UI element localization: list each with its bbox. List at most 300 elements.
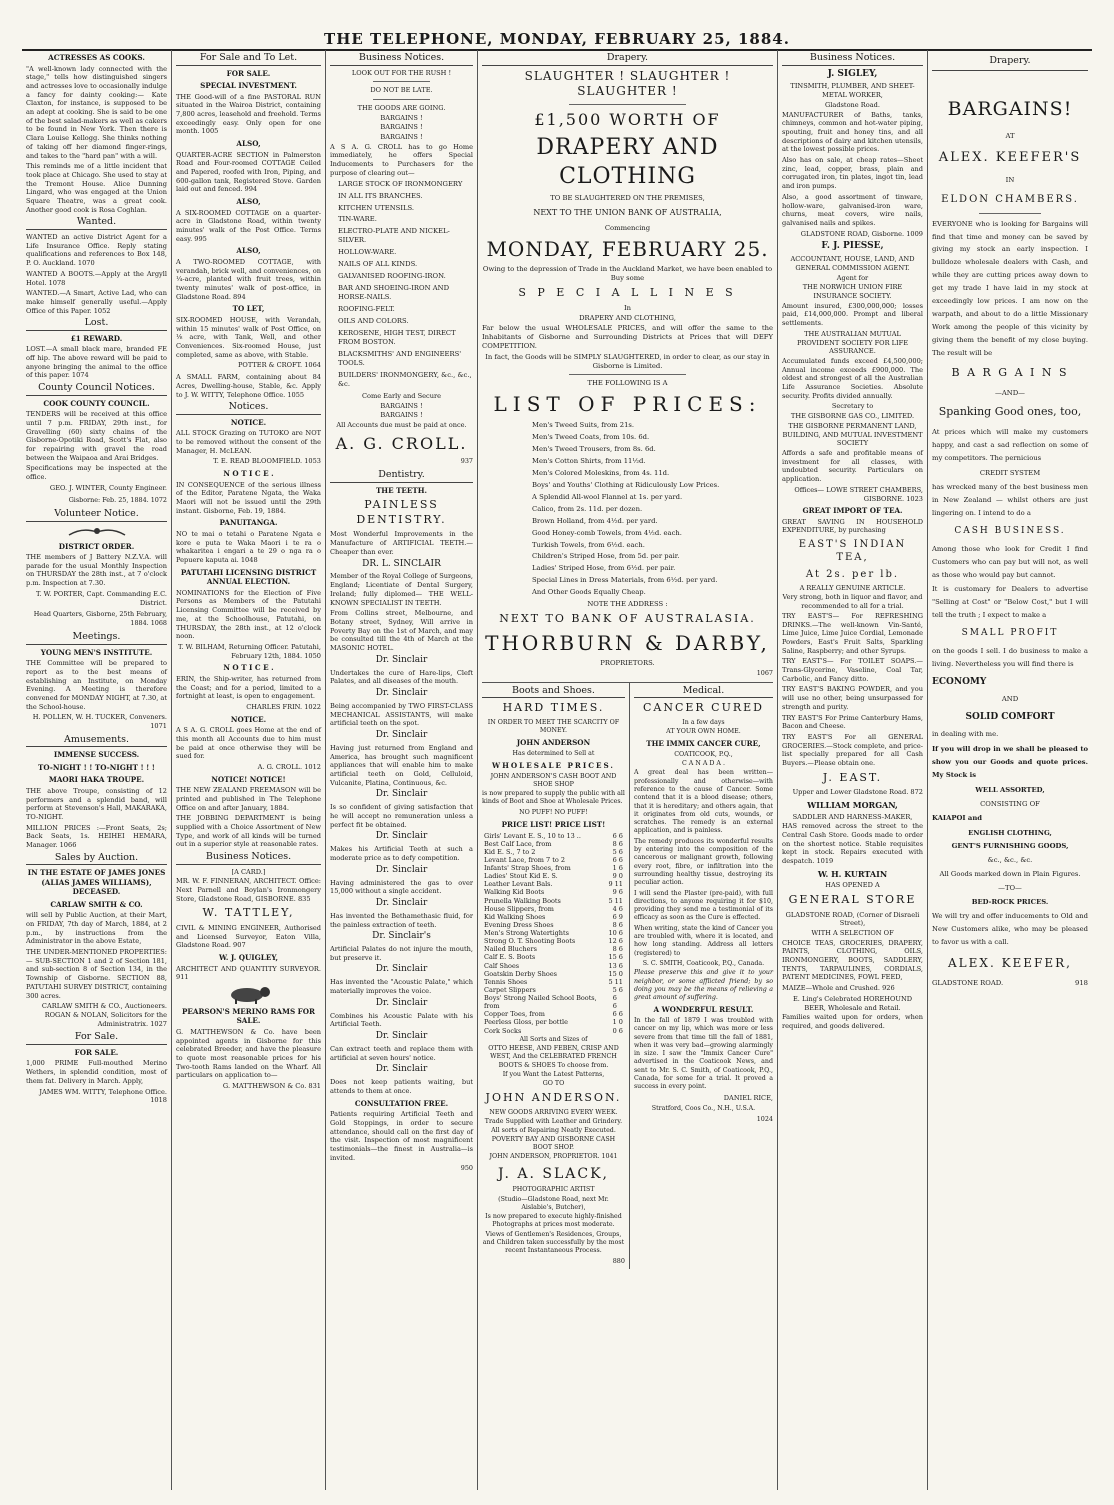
ad-line: OTTO HEESE, AND FEBEN, CRISP AND WEST, And the CELEBRATED FRENCH BOOTS & SHOES To choose from. [488,1045,619,1069]
notice-text: MILLION PRICES :—Front Seats, 2s; Back Seats, 1s. HEIHEI HEMARA, Manager. 1066 [26,823,167,850]
ad-number: 880 [612,1256,625,1265]
ad-headline: DRAPERY AND CLOTHING [536,135,719,190]
crest-icon [67,525,127,539]
ad-line: Commencing [604,223,651,232]
notice-text: THE JOBBING DEPARTMENT is being supplied with a Choice Assortment of New Type, and work of all kinds will be turned out in a superior style at reasonable rates. [176,814,321,849]
ad-headline: SMALL PROFIT [961,628,1059,639]
notice-text: THE above Troupe, consisting of 12 performers and a splendid band, will perform at Stevenson's Hall, MAKARAKA, TO-NIGHT. [26,786,167,821]
ad-headline: CARLAW SMITH & CO. [50,899,143,909]
item-price: 15 6 [608,953,623,962]
ad-headline: THE IMMIX CANCER CURE, [646,739,761,749]
ad-text: TRY EAST'S— For REFRESHING DRINKS.—The well-known Vin-Santé, Lime Juice, Lime Juice Cordial, Lemonade Powders, East's Fruit Salts, Sparkling Saline, Raspberry; and other Syrups. [782,611,923,655]
item-price: 6 6 [612,855,623,864]
ad-headline: ALSO, [236,246,261,256]
ad-headline: ALSO, [236,139,261,149]
list-item: BAR AND SHOEING-IRON AND HORSE-NAILS. [338,284,450,302]
ad-text: Patients requiring Artificial Teeth and Gold Stoppings, in order to secure attendance, should call on the first day of the visit. Inspection of most magnificent testimonials—the finest in Australia—is invited. [330,1110,473,1162]
ad-line: AT YOUR OWN HOME. [666,728,741,735]
signature: GEO. J. WINTER, County Engineer. [49,483,167,492]
item-price: 8 6 [612,839,623,848]
ad-text: I will send the Plaster (pre-paid), with full directions, to anyone requiring it for $10, providing they send me a testimonial of its efficacy as soon as the Cure is effected. [633,889,773,922]
column-1 [22,50,172,1490]
ad-line: BARGAINS ! [380,123,423,132]
doctor-name: Dr. Sinclair [375,654,428,665]
signature: G. MATTHEWSON & Co. 831 [222,1082,321,1091]
ad-line: C A N A D A . [681,760,725,768]
list-item: GALVANISED ROOFING-IRON. [338,272,446,281]
ad-text: Having administered the gas to over 15,000 without a single accident. [330,878,473,896]
notice-text: THE members of J Battery N.Z.V.A. will parade for the usual Monthly Inspection on THURSDAY the 28th inst., at 7 o'clock p.m. Inspection at 7.30. [26,553,167,588]
article-paragraph: "A well-known lady connected with the stage," tells how distinguished singers and actresses love to occasionally indulge a fancy for dainty cooking:— Kate Claxton, for instance, is supposed to be an adept at cooking. She is said to be one of the best salad-makers as well as cakers to be found in New York. Then there is Clara Louise Kellogg. She thinks nothing of taking off her diamond finger-rings, and takes to the "hard pan" with a will. [26,64,167,160]
list-item: Boys' and Youths' Clothing at Ridiculously Low Prices. [532,480,720,489]
business-ad: MR. W. F. FINNERAN, ARCHITECT. Office: Next Parnell and Boylan's Ironmongery Store, Gladstone Road, GISBORNE. 835 [176,877,321,903]
doctor-name: Dr. Sinclair [375,831,428,842]
ad-headline: TO-NIGHT ! ! TO-NIGHT ! ! ! [38,762,155,772]
item-name: Calf Shoes [484,961,520,970]
table-row [484,897,623,905]
doctor-name: Dr. Sinclair [375,997,428,1008]
notice-text: NO te mai o tetahi o Paratene Ngata e kore e puta te Waka Maori i te ra o whakaritea i engari a te 29 o nga ra o Pepuere kaputa ai. 1048 [176,529,321,564]
item-price: 6 6 [612,831,623,840]
ad-line: NO PUFF! NO PUFF! [519,808,588,816]
ad-line: AND [1001,695,1019,704]
ad-text: has wrecked many of the best business men in New Zealand — whilst others are just lingering on. I intend to do a [932,482,1088,517]
ad-line: COATICOOK, P.Q., [674,750,733,758]
ad-line: A REALLY GENUINE ARTICLE. [799,583,906,592]
ad-line: TINSMITH, PLUMBER, AND SHEET-METAL WORKER, [790,82,915,100]
item-price: 12 6 [608,937,623,946]
item-name: Infants' Strap Shoes, from [484,864,571,873]
signature: POTTER & CROFT. 1064 [238,361,321,370]
ad-line: In fact, the Goods will be SIMPLY SLAUGHTERED, in order to clear, as our stay in Gisborne is Limited. [485,352,770,370]
ad-number: 1067 [756,669,773,678]
ad-headline: S P E C I A L L I N E S [518,286,737,300]
list-item: Special Lines in Dress Materials, from 6½d. per yard. [532,576,718,585]
item-name: Girls' Levant E. S., 10 to 13 .. [484,831,581,840]
boots-shoes-section [482,683,630,1269]
ad-line: PROPRIETORS. [600,659,655,668]
ad-headline: ELDON CHAMBERS. [941,193,1079,205]
ad-line: If you Want the Latest Patterns, [502,1070,605,1078]
business-name: A. G. CROLL. [335,433,468,453]
item-name: House Slippers, from [484,904,554,913]
doctor-name: Dr. Sinclair [375,864,428,875]
classified-ad: A SMALL FARM, containing about 84 Acres, Dwelling-house, Stable, &c. Apply to J. W. WITTY, Telephone Office. 1055 [176,373,321,399]
doctor-name: Dr. Sinclair [375,1064,428,1075]
list-item: OILS AND COLORS. [338,317,409,326]
ad-headline: NEXT TO BANK OF AUSTRALASIA. [499,612,756,626]
signature: CHARLES FRIN. 1022 [246,702,321,711]
ad-text: MAIZE—Whole and Crushed. 926 [782,984,895,993]
ad-headline: B A R G A I N S [951,365,1069,379]
ad-line: SADDLER AND HARNESS-MAKER, [792,812,913,821]
ad-line: In a few days [682,718,725,726]
section-heading-notices: Notices. [176,401,321,415]
ad-line: All Sorts and Sizes of [519,1035,588,1043]
divider [569,104,685,105]
table-row [484,880,623,888]
table-row [484,872,623,880]
ad-text: Far below the usual WHOLESALE PRICES, and will offer the same to the Inhabitants of Gisborne and Surrounding Districts at Prices that will DEFY COMPETITION. [482,323,773,350]
ad-card-label: [A CARD.] [231,867,266,876]
business-name: J. EAST. [822,770,883,784]
list-item: ELECTRO-PLATE AND NICKEL-SILVER. [338,227,450,245]
ad-text: At prices which will make my customers happy, and cast a sad reflection on some of my competitors. The pernicious [932,428,1088,463]
ad-text: If you will drop in we shall be pleased to show you our Goods and quote prices. My Stock is [932,745,1088,779]
list-item: Children's Striped Hose, from 5d. per pair. [532,552,680,561]
business-name: W. J. QUIGLEY, [218,953,279,963]
ad-headline: MONDAY, FEBRUARY 25. [486,236,769,261]
ad-line: LOOK OUT FOR THE RUSH ! [351,68,452,77]
ad-line: (Studio—Gladstone Road, next Mr. Aislabie's, Butcher), [498,1195,609,1211]
ad-line: BED-ROCK PRICES. [971,898,1049,907]
ad-text: Can extract teeth and replace them with artificial at seven hours' notice. [330,1044,473,1062]
doctor-name: Dr. Sinclair [375,729,428,740]
shoe-price-list [482,832,625,1035]
doctor-name: Dr. Sinclair [375,964,428,975]
item-name: Best Calf Lace, from [484,839,552,848]
business-name: W. TATTLEY, [202,906,295,920]
ad-line: DO NOT BE LATE. [370,86,433,95]
ad-headline: IMMENSE SUCCESS. [53,750,140,760]
ad-text: on the goods I sell. I do business to make a living. Nevertheless you will find there is [932,647,1088,669]
ad-line: THE AUSTRALIAN MUTUAL PROVIDENT SOCIETY FOR LIFE ASSURANCE. [796,329,909,356]
table-row [484,945,623,953]
ad-text: From Collins street, Melbourne, and Botany street, Sydney, Will arrive in Poverty Bay on the 1st of March, and may be consulted till the 4th of March at the MASONIC HOTEL. [330,609,473,653]
ad-number: Head Quarters, Gisborne, 25th February, 1884. 1068 [33,610,167,627]
table-row [484,864,623,872]
masthead: THE TELEPHONE, MONDAY, FEBRUARY 25, 1884. [324,30,790,48]
ad-line: HAS OPENED A [825,881,880,890]
section-heading-wanted: Wanted. [26,216,167,230]
ad-headline: £1 REWARD. [70,333,123,343]
ad-text: When writing, state the kind of Cancer you are troubled with, where it is located, and how long standing. Address all letters (registered) to [633,924,773,957]
ad-line: BARGAINS ! [380,411,423,420]
ad-headline: CANCER CURED [642,701,764,715]
ad-text: EVERYONE who is looking for Bargains will find that time and money can be saved by giving my stock an early inspection. I bulldoze wholesale dealers with Cash, and while they are cutting prices away down to get my trade I have laid in my stock at exceedingly low prices. I am now on the warpath, and about to do a little Missionary Work among the people of this vicinity by giving them the benefit of my close buying. The result will be [932,219,1088,357]
item-name: Ladies' Stout Kid E. S. [484,872,558,881]
ad-text: in dealing with me. [932,730,999,739]
table-row [484,978,623,986]
ad-headline: £1,500 WORTH OF [534,110,721,130]
notice-text: ERIN, the Ship-writer, has returned from the Coast; and for a period, limited to a fortnight at least, is open to engagement. [176,674,321,701]
ad-line: Views of Gentlemen's Residences, Groups, and Children taken successfully by the most recent Instantaneous Process. [482,1230,625,1255]
ad-headline: PRICE LIST! PRICE LIST! [501,820,606,830]
item-name: Evening Dress Shoes [484,920,554,929]
ad-headline: SLAUGHTER ! SLAUGHTER ! SLAUGHTER ! [524,68,731,99]
ad-headline: TO LET, [232,304,265,314]
section-heading-boots: Boots and Shoes. [482,685,625,699]
notice-text: IN CONSEQUENCE of the serious illness of the Editor, Paratene Ngata, the Waka Maori will not be issued until the 29th instant. Gisborne, Feb. 19, 1884. [176,480,321,515]
ad-number: 950 [460,1164,473,1173]
doctor-name: Dr. Sinclair's [372,931,431,942]
ad-line: BARGAINS ! [380,133,423,142]
item-name: Boys' Strong Nailed School Boots, from [484,994,597,1011]
signature: CARLAW SMITH & CO., Auctioneers. ROGAN & NOLAN, Solicitors for the Administratrix. 1027 [41,1002,167,1028]
list-item: Men's Cotton Shirts, from 11½d. [532,456,646,465]
ad-line: ACCOUNTANT, HOUSE, LAND, AND GENERAL COMMISSION AGENT. [790,255,915,272]
signature: DANIEL RICE, [723,1093,773,1102]
ad-text: TRY EAST'S BAKING POWDER, and you will use no other, being unsurpassed for strength and purity. [782,685,923,711]
item-price: 8 6 [612,920,623,929]
section-heading-volunteer: Volunteer Notice. [26,508,167,522]
ad-text: We will try and offer inducements to Old and New Customers alike, who may be pleased to favor us with a call. [932,911,1088,946]
ad-number: 937 [460,456,473,465]
ad-line: THE GOODS ARE GOING. [357,103,446,112]
ad-text: Most Wonderful Improvements in the Manufacture of ARTIFICIAL TEETH.—Cheaper than ever. [330,530,473,556]
ad-text: Has invented the "Acoustic Palate," which materially improves the voice. [330,978,473,996]
ad-headline: FOR SALE. [226,68,271,78]
item-name: Goatskin Derby Shoes [484,969,557,978]
newspaper-page [22,50,1092,1490]
classified-ad: A TWO-ROOMED COTTAGE, with verandah, brick well, and conveniences, on ¼-acre, planted with fruit trees, within twenty minutes' walk of post-office, in Gladstone Road. 894 [176,257,321,301]
ad-text: Having just returned from England and America, has brought such magnificent appliances that will enable him to make artificial teeth on Gold, Celluloid, Vulcanite, Platina, Continuous, &c. [330,743,473,787]
list-item: Brown Holland, from 4½d. per yard. [532,516,658,525]
ad-text: Among those who look for Credit I find Customers who can pay but will not, as well as those who would pay but cannot. [932,544,1088,579]
item-price: 5 6 [612,985,623,994]
ad-headline: WHOLESALE PRICES. [492,761,615,771]
item-name: Kid E. S., 7 to 2 [484,847,536,856]
ad-headline: NOTICE! NOTICE! [211,774,286,784]
ad-line: GLADSTONE ROAD, (Corner of Disraeli Street), [785,910,920,928]
business-name: J. SIGLEY, [827,68,878,79]
signature: T. E. READ BLOOMFIELD. 1053 [213,457,321,466]
ad-line: Come Early and Secure [362,391,441,400]
list-item: BUILDERS' IRONMONGERY, &c., &c., &c. [338,371,472,388]
ad-headline: NOTICE. [230,417,267,427]
ad-line: TO BE SLAUGHTERED ON THE PREMISES, [550,194,705,203]
column-4 [478,50,778,1490]
ad-headline: PAINLESS DENTISTRY. [356,498,447,526]
medical-section [630,683,773,1269]
notice-text: ALL STOCK Grazing on TUTOKO are NOT to be removed without the consent of the Manager, H. McLEAN. [176,429,321,455]
list-item: ROOFING-FELT. [338,305,395,314]
classified-ad: WANTED.—A Smart, Active Lad, who can make himself generally useful.—Apply Office of this Paper. 1052 [26,289,167,315]
business-name: ALEX. KEEFER, [948,955,1072,970]
ad-line: All Goods marked down in Plain Figures. [939,870,1081,879]
table-row [484,856,623,864]
signature: H. POLLEN, W. H. TUCKER, Conveners. 1071 [32,713,167,731]
ad-headline: PATUTAHI LICENSING DISTRICT ANNUAL ELECTION. [180,567,317,587]
table-row [484,905,623,913]
ad-line: —AND— [995,388,1025,397]
ad-text: TRY EAST'S For Prime Canterbury Hams, Bacon and Cheese. [782,713,923,731]
ad-line: &c., &c., &c. [987,856,1033,865]
ad-line: NEXT TO THE UNION BANK OF AUSTRALIA, [533,208,722,218]
ad-text: Please preserve this and give it to your neighbor, or some afflicted friend; by so doing you may be the means of relieving a great amount of suffering. [633,969,773,1002]
ad-text: GREAT SAVING IN HOUSEHOLD EXPENDITURE, by purchasing [782,517,923,535]
item-name: Peerless Gloss, per bottle [484,1018,568,1027]
list-item: KEROSENE, HIGH TEST, DIRECT FROM BOSTON. [338,329,456,347]
ad-text: Also has on sale, at cheap rates—Sheet zinc, lead, copper, brass, plain and corrugated iron, tin plates, ingot tin, lead and iron pumps. [782,156,923,191]
ad-text: A great deal has been written—professionally and otherwise—with reference to the cause of Cancer. Some contend that it is a blood disease; others, that it is hereditary; and others again, that it originates from old cuts, wounds, or scratches. The remedy is an external application, and is painless. [633,769,773,835]
list-item: IN ALL ITS BRANCHES. [338,191,423,200]
table-row [484,970,623,978]
item-price: 8 6 [612,945,623,954]
item-price: 1 0 [612,1018,623,1027]
doctor-name: Dr. Sinclair [375,688,428,698]
ad-headline: GENERAL STORE [788,892,917,906]
ad-headline: DISTRICT ORDER. [58,541,135,551]
signature: JAMES WM. WITTY, Telephone Office. 1018 [39,1087,167,1105]
signature: GLADSTONE ROAD, Gisborne. 1009 [800,229,923,238]
notice-text: TENDERS will be received at this office until 7 p.m. FRIDAY, 29th inst., for Gravelling (60) sixty chains of the Gisborne-Opotiki Road, Scott's Flat, also for repairing with gravel the road between the Waipaoa and Arai Bridges. [26,410,167,462]
business-name: JOHN ANDERSON [516,738,591,748]
ad-headline: NOTICE. [230,714,267,724]
section-heading-for-sale: For Sale. [26,1031,167,1045]
list-item: And Other Goods Equally Cheap. [532,588,646,597]
ad-text: CHOICE TEAS, GROCERIES, DRAPERY, PAINTS, CLOTHING, OILS, IRONMONGERY, BOOTS, SADDLERY, TENTS, TARPAULINES, CORDIALS, PATENT MEDICINES, FOWL FEED, [782,938,923,982]
column-2 [172,50,326,1490]
ad-line: Trade Supplied with Leather and Grindery. All sorts of Repairing Neatly Executed. [484,1118,623,1134]
ram-icon [219,984,279,1004]
table-row [484,1027,623,1035]
ad-text: HAS removed across the street to the Central Cash Store. Goods made to order on the shortest notice. Stable requisites kept in stock. Repairs executed with despatch. 1019 [782,822,923,866]
table-row [484,832,623,840]
ad-line: POVERTY BAY AND GISBORNE CASH BOOT SHOP. [491,1135,616,1152]
ad-text: Artificial Palates do not injure the mouth, but preserve it. [330,945,473,962]
ad-line: Gladstone Road. [825,100,880,109]
ad-text: It is customary for Dealers to advertise "Selling at Cost" or "Below Cost," but I will tell the truth ; I expect to make a [932,585,1088,620]
ad-headline: ALSO, [236,197,261,207]
section-heading-county: County Council Notices. [26,382,167,396]
ad-headline: N O T I C E . [223,663,274,673]
item-price: 9 0 [612,872,623,881]
item-price: 6 6 [612,994,617,1011]
signature: Upper and Lower Gladstone Road. 872 [792,788,923,797]
ad-headline: HARD TIMES. [502,701,605,715]
item-price: 5 6 [612,847,623,856]
item-price: 9 11 [608,880,623,889]
ad-headline: THE TEETH. [375,485,428,495]
business-name: F. J. PIESSE, [821,241,884,252]
notice-text: 1,000 PRIME Full-mouthed Merino Wethers, in splendid condition, most of them fat. Delivery in March. Apply, [26,1059,167,1085]
ad-text: TRY EAST'S For all GENERAL GROCERIES.—Stock complete, and price-list specially prepared for all Cash Buyers.—Please obtain one. [782,732,923,768]
classified-ad: QUARTER-ACRE SECTION in Palmerston Road and Four-roomed COTTAGE Ceiled and Papered, roofed with Iron, Piping, and 600-gallon tank, Registered Stove. Garden laid out and fenced. 994 [176,150,321,194]
column-7 [928,50,1092,1490]
ad-headline: FOR SALE. [74,1047,119,1057]
ad-line: Secretary to [831,402,874,411]
ad-text: Families waited upon for orders, when required, and goods delivered. [782,1013,923,1030]
classified-ad: LOST.—A small black mare, branded FE off hip. The above reward will be paid to anyone bringing the animal to the office of this paper. 1074 [26,345,167,380]
item-name: Strong O. T. Shooting Boots [484,937,576,946]
item-name: Levant Lace, from 7 to 2 [484,855,565,864]
item-price: 10 6 [608,929,623,938]
item-price: 9 6 [612,888,623,897]
section-heading-for-sale-to-let: For Sale and To Let. [176,52,321,66]
business-ad: ARCHITECT AND QUANTITY SURVEYOR. 911 [176,964,321,982]
ad-line: All Accounts due must be paid at once. [336,421,467,430]
ad-text: MANUFACTURER of Baths, tanks, chimneys, common and hot-water piping, spouting, fruit and honey tins, and all descriptions of dairy and kitchen utensils, at the lowest possible prices. [782,110,923,154]
ad-line: In [623,303,632,312]
ad-headline: A WONDERFUL RESULT. [653,1005,754,1015]
ad-text: Undertakes the cure of Hare-lips, Cleft Palates, and all diseases of the mouth. [330,668,473,686]
signature: Offices— LOWE STREET CHAMBERS, GISBORNE. 1023 [794,485,923,503]
section-heading-meetings: Meetings. [26,631,167,645]
business-ad: CIVIL & MINING ENGINEER, Authorised and Licensed Surveyor, Eaton Villa, Gladstone Road. 907 [176,923,321,950]
section-heading-drapery: Drapery. [932,52,1088,71]
list-item: Men's Tweed Suits, from 21s. [532,420,635,429]
article-paragraph: This reminds me of a little incident that took place at Chicago. She used to stay at the Tremont House. Alice Dunning Lingard, who was engaged at the Union Square Theatre, was a great cook. Another good cook is Rosa Coghlan. [26,162,167,214]
business-name: W. H. KURTAIN [817,868,888,879]
item-name: Nailed Bluchers [484,945,537,954]
ad-line: S. C. SMITH, Coaticook, P.Q., Canada. [642,959,765,967]
ad-text: Also, a good assortment of tinware, hollow-ware, galvanised-iron ware, churns, meat covers, wire nails, galvanised nails and spikes. [782,192,923,227]
ad-headline: IN THE ESTATE OF JAMES JONES (ALIAS JAMES WILLIAMS), DECEASED. [27,868,166,897]
ad-line: IN [1005,175,1015,184]
divider [979,213,1041,214]
item-price: 1 6 [612,864,623,873]
classified-ad: WANTED A BOOTS.—Apply at the Argyll Hotel. 1078 [26,269,167,287]
list-item: Calico, from 2s. 11d. per dozen. [532,504,643,513]
item-name: Leather Levant Bals. [484,880,553,889]
ad-text: Combines his Acoustic Palate with his Artificial Teeth. [330,1011,473,1029]
ad-line: GO TO [542,1080,565,1088]
ad-line: Has determined to Sell at [512,749,595,757]
divider [569,374,685,375]
section-heading-lost: Lost. [26,317,167,331]
ad-number: 1024 [756,1114,773,1123]
article-headline: ACTRESSES AS COOKS. [48,53,145,62]
table-row [484,994,623,1010]
business-ad: G. MATTHEWSON & Co. have been appointed agents in Gisborne for this celebrated Breeder, and have the pleasure to quote most reasonable prices for his Two-tooth Rams landed on the Wharf. All particulars on application to— [176,1027,321,1080]
ad-line: E. Ling's Celebrated HOREHOUND BEER, Wholesale and Retail. [792,994,913,1012]
ad-headline: GREAT IMPORT OF TEA. [802,506,903,516]
ad-text: Member of the Royal College of Surgeons, England; Licentiate of Dental Surgery, Ireland; fully diplomed— THE WELL-KNOWN SPECIALIST IN TEETH. [330,572,473,607]
item-name: Cork Socks [484,1026,522,1035]
table-row [484,888,623,896]
list-item: BLACKSMITHS' AND ENGINEERS' TOOLS. [338,350,462,368]
ad-line: JOHN ANDERSON, PROPRIETOR. 1041 [489,1153,618,1161]
list-item: Men's Tweed Coats, from 10s. 6d. [532,432,650,441]
ad-line: —TO— [998,884,1022,893]
divider [373,99,430,100]
notice-text: THE Committee will be prepared to report as to the best means of establishing an Institute, on Monday Evening. A Meeting is therefore convened for MONDAY NIGHT, at 7.30, at the School-house. [26,659,167,711]
section-heading-drapery: Drapery. [482,52,773,66]
table-row [484,921,623,929]
ad-line: THE GISBORNE PERMANENT LAND, BUILDING, AND MUTUAL INVESTMENT SOCIETY [782,421,923,448]
section-heading-business: Business Notices. [330,52,473,66]
ad-text: Being accompanied by TWO FIRST-CLASS MECHANICAL ASSISTANTS, will make artificial teeth on the spot. [330,701,473,728]
ad-line: ENGLISH CLOTHING, [968,828,1052,837]
section-heading-auction: Sales by Auction. [26,852,167,866]
ad-line: THE NORWICH UNION FIRE INSURANCE SOCIETY. [802,283,903,301]
list-item: Turkish Towels, from 6½d. each. [532,540,645,549]
ad-line: Agent for [836,273,869,282]
list-item: Men's Colored Moleskins, from 4s. 11d. [532,468,670,477]
list-item: LARGE STOCK OF IRONMONGERY [338,179,463,188]
ad-text: KAIAPOI and [932,813,983,822]
table-row [484,929,623,937]
ad-headline: At 2s. per lb. [805,568,900,580]
notice-text: THE NEW ZEALAND FREEMASON will be printed and published in The Telephone Office on and after January, 1884. [176,786,321,812]
item-name: Walking Kid Boots [484,888,545,897]
notice-text: THE UNDER-MENTIONED PROPERTIES:— SUB-SECTION 1 and 2 of Section 181, and sub-section 8 of Section 134, in the Township of Gisborne. SECTION 88, PATUTAHI SURVEY DISTRICT, containing 300 acres. [26,948,167,1000]
list-item: Good Honey-comb Towels, from 4½d. each. [532,528,682,537]
ad-line: DRAPERY AND CLOTHING, [579,313,676,322]
ad-number: 918 [1075,979,1088,988]
classified-ad: THE Good-will of a fine PASTORAL RUN situated in the Wairoa District, containing 7,800 acres, leasehold and freehold. Terms exceedingly easy. Only open for one month. 1005 [176,92,321,136]
business-name: ALEX. KEEFER'S [938,150,1082,166]
ad-text: is now prepared to supply the public with all kinds of Boot and Shoe at Wholesale Prices. [482,790,625,806]
column-3 [326,50,478,1490]
doctor-name: DR. L. SINCLAIR [362,558,441,569]
item-name: Carpet Slippers [484,985,536,994]
item-price: 15 0 [608,969,623,978]
item-price: 5 11 [608,977,623,986]
ad-text: The remedy produces its wonderful results by entering into the composition of the cancerous or malignant growth, following every root, fibre, or infiltration into the surrounding healthy tissue, destroying its peculiar action. [633,837,773,887]
ad-line: AT [1005,132,1015,141]
